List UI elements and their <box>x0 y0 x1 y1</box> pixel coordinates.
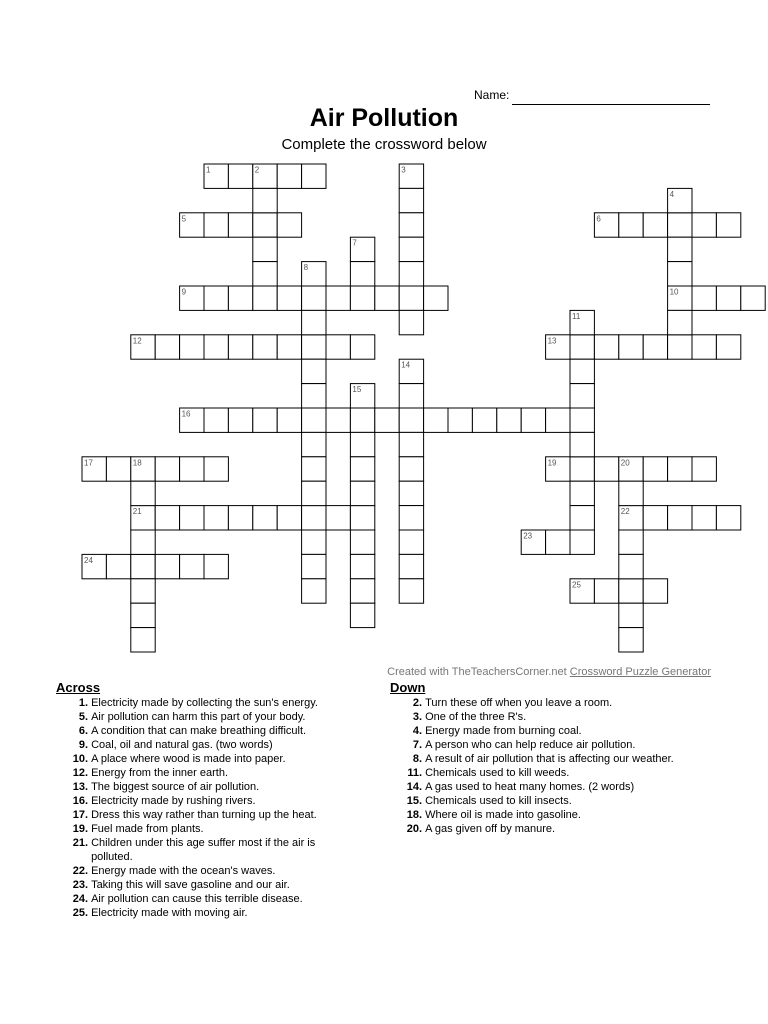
clue-text: Electricity made by rushing rivers. <box>91 795 256 807</box>
crossword-cell[interactable] <box>399 213 423 237</box>
crossword-cell[interactable] <box>692 286 716 310</box>
crossword-cell[interactable] <box>643 457 667 481</box>
cell-number: 9 <box>181 287 187 297</box>
crossword-cell[interactable] <box>692 335 716 359</box>
crossword-cell[interactable] <box>716 335 740 359</box>
crossword-cell[interactable] <box>546 408 570 432</box>
clue-number: 7 <box>412 739 419 751</box>
clue-number: 20 <box>406 823 419 835</box>
clue-number: 6 <box>78 725 85 737</box>
crossword-cell[interactable] <box>131 628 155 652</box>
crossword-cell[interactable] <box>180 457 204 481</box>
page-title: Air Pollution <box>309 104 459 132</box>
crossword-cell[interactable] <box>448 408 472 432</box>
crossword-cell[interactable] <box>302 359 326 383</box>
crossword-cell[interactable] <box>277 408 301 432</box>
cell-number: 3 <box>401 165 406 175</box>
cell-number: 6 <box>596 214 601 224</box>
clue-text: Taking this will save gasoline and our air. <box>91 879 290 891</box>
crossword-cell[interactable] <box>180 335 204 359</box>
crossword-cell[interactable] <box>326 335 350 359</box>
across-heading: Across <box>56 680 101 695</box>
across-clue: 23 . Taking this will save gasoline and our air. <box>56 878 346 892</box>
crossword-cell[interactable] <box>716 213 740 237</box>
across-clue: 13 . The biggest source of air pollution. <box>56 780 346 794</box>
crossword-cell[interactable] <box>399 384 423 408</box>
crossword-cell[interactable] <box>350 603 374 627</box>
crossword-cell[interactable] <box>399 310 423 334</box>
crossword-cell[interactable] <box>692 506 716 530</box>
crossword-cell[interactable] <box>716 506 740 530</box>
crossword-cell[interactable] <box>350 554 374 578</box>
crossword-cell[interactable] <box>668 237 692 261</box>
clue-number: 9 <box>78 739 85 751</box>
cell-number: 10 <box>669 287 679 297</box>
clue-text: A person who can help reduce air pollution. <box>425 739 636 751</box>
crossword-cell[interactable] <box>570 506 594 530</box>
clue-text: Air pollution can harm this part of your body. <box>91 711 306 723</box>
crossword-cell[interactable] <box>570 384 594 408</box>
across-clue: 21 . Children under this age suffer most if the air is polluted. <box>56 836 346 864</box>
crossword-cell[interactable] <box>570 457 594 481</box>
down-clue: 20 . A gas given off by manure. <box>390 822 710 836</box>
clue-number: 3 <box>412 711 419 723</box>
clue-text: One of the three R's. <box>425 711 527 723</box>
down-clue-list <box>390 696 710 836</box>
crossword-cell[interactable] <box>546 530 570 554</box>
crossword-cell[interactable] <box>350 579 374 603</box>
crossword-cell[interactable] <box>277 506 301 530</box>
clue-text: Chemicals used to kill weeds. <box>425 767 570 779</box>
crossword-cell[interactable] <box>375 286 399 310</box>
crossword-cell[interactable] <box>302 408 326 432</box>
crossword-cell[interactable] <box>594 335 618 359</box>
clue-number: 10 <box>72 753 85 765</box>
crossword-cell[interactable] <box>204 213 228 237</box>
crossword-cell[interactable] <box>131 603 155 627</box>
clue-number: 25 <box>72 907 85 919</box>
clue-text: Children under this age suffer most if the air is polluted. <box>91 837 316 863</box>
crossword-cell[interactable] <box>399 457 423 481</box>
clue-text: A result of air pollution that is affecting our weather. <box>425 753 674 765</box>
across-clue: 24 . Air pollution can cause this terrible disease. <box>56 892 346 906</box>
across-clue: 10 . A place where wood is made into paper. <box>56 752 346 766</box>
crossword-cell[interactable] <box>570 335 594 359</box>
clue-number: 24 <box>72 893 85 905</box>
crossword-cell[interactable] <box>302 384 326 408</box>
crossword-cell[interactable] <box>399 262 423 286</box>
crossword-cell[interactable] <box>350 457 374 481</box>
credit-prefix: Created with TheTeachersCorner.net <box>387 666 570 678</box>
crossword-cell[interactable] <box>399 237 423 261</box>
crossword-cell[interactable] <box>350 286 374 310</box>
clue-text: Air pollution can cause this terrible disease. <box>91 893 303 905</box>
cell-number: 15 <box>352 385 362 395</box>
crossword-cell[interactable] <box>155 335 179 359</box>
down-clue: 4 . Energy made from burning coal. <box>390 724 710 738</box>
crossword-cell[interactable] <box>619 628 643 652</box>
across-clue: 6 . A condition that can make breathing difficult. <box>56 724 346 738</box>
cell-number: 4 <box>669 189 675 199</box>
crossword-cell[interactable] <box>253 262 277 286</box>
down-clue: 11 . Chemicals used to kill weeds. <box>390 766 710 780</box>
cell-number: 8 <box>303 263 309 273</box>
crossword-cell[interactable] <box>302 164 326 188</box>
crossword-cell[interactable] <box>424 408 448 432</box>
crossword-cell[interactable] <box>643 335 667 359</box>
crossword-cell[interactable] <box>643 579 667 603</box>
cell-number: 23 <box>523 531 533 541</box>
across-clue: 9 . Coal, oil and natural gas. (two words) <box>56 738 346 752</box>
across-clue: 19 . Fuel made from plants. <box>56 822 346 836</box>
clue-text: A gas given off by manure. <box>425 823 556 835</box>
clue-number: 17 <box>72 809 85 821</box>
crossword-cell[interactable] <box>350 335 374 359</box>
crossword-cell[interactable] <box>570 359 594 383</box>
crossword-cell[interactable] <box>668 213 692 237</box>
crossword-cell[interactable] <box>643 213 667 237</box>
clue-text: The biggest source of air pollution. <box>91 781 260 793</box>
crossword-cell[interactable] <box>228 164 252 188</box>
crossword-cell[interactable] <box>643 506 667 530</box>
cell-number: 18 <box>132 458 142 468</box>
crossword-cell[interactable] <box>326 286 350 310</box>
crossword-cell[interactable] <box>594 579 618 603</box>
crossword-cell[interactable] <box>424 286 448 310</box>
across-clue: 12 . Energy from the inner earth. <box>56 766 346 780</box>
across-clues <box>56 680 346 920</box>
clue-number: 5 <box>78 711 85 723</box>
crossword-cell[interactable] <box>350 481 374 505</box>
crossword-cell[interactable] <box>106 554 130 578</box>
crossword-cell[interactable] <box>302 554 326 578</box>
clue-number: 15 <box>406 795 419 807</box>
cell-number: 21 <box>132 507 142 517</box>
crossword-cell[interactable] <box>619 213 643 237</box>
crossword-cell[interactable] <box>228 213 252 237</box>
clue-number: 18 <box>406 809 419 821</box>
crossword-cell[interactable] <box>350 530 374 554</box>
clue-number: 2 <box>412 697 419 709</box>
crossword-cell[interactable] <box>155 457 179 481</box>
crossword-cell[interactable] <box>692 457 716 481</box>
clue-text: A place where wood is made into paper. <box>91 753 286 765</box>
crossword-cell[interactable] <box>228 286 252 310</box>
crossword-cell[interactable] <box>399 188 423 212</box>
across-clue: 17 . Dress this way rather than turning up the heat. <box>56 808 346 822</box>
crossword-cell[interactable] <box>277 286 301 310</box>
cell-number: 19 <box>547 458 557 468</box>
crossword-cell[interactable] <box>594 457 618 481</box>
crossword-cell[interactable] <box>399 554 423 578</box>
clue-number: 23 <box>72 879 85 891</box>
credit-link[interactable]: Crossword Puzzle Generator <box>569 666 711 678</box>
clue-text: A gas used to heat many homes. (2 words) <box>425 781 635 793</box>
crossword-cell[interactable] <box>350 506 374 530</box>
crossword-cell[interactable] <box>277 164 301 188</box>
clue-text: Chemicals used to kill insects. <box>425 795 572 807</box>
crossword-cell[interactable] <box>302 457 326 481</box>
clue-number: 8 <box>412 753 419 765</box>
crossword-cell[interactable] <box>399 408 423 432</box>
page-subtitle: Complete the crossword below <box>281 136 487 153</box>
crossword-cell[interactable] <box>668 506 692 530</box>
crossword-cell[interactable] <box>741 286 765 310</box>
crossword-cell[interactable] <box>180 554 204 578</box>
name-field-label: Name: <box>474 88 510 102</box>
credit-line <box>387 666 711 678</box>
clue-number: 22 <box>72 865 85 877</box>
clue-number: 1 <box>78 697 85 709</box>
down-heading: Down <box>390 680 426 695</box>
crossword-cell[interactable] <box>253 286 277 310</box>
clue-number: 12 <box>72 767 85 779</box>
crossword-cell[interactable] <box>619 530 643 554</box>
clue-number: 11 <box>407 767 419 779</box>
crossword-cell[interactable] <box>131 481 155 505</box>
crossword-cell[interactable] <box>228 506 252 530</box>
down-clue: 8 . A result of air pollution that is affecting our weather. <box>390 752 710 766</box>
crossword-cell[interactable] <box>253 335 277 359</box>
crossword-cell[interactable] <box>253 213 277 237</box>
crossword-cell[interactable] <box>619 335 643 359</box>
cell-number: 22 <box>620 507 630 517</box>
crossword-cell[interactable] <box>570 481 594 505</box>
clue-text: Where oil is made into gasoline. <box>425 809 581 821</box>
crossword-cell[interactable] <box>619 603 643 627</box>
crossword-cell[interactable] <box>399 579 423 603</box>
crossword-cell[interactable] <box>399 432 423 456</box>
crossword-cell[interactable] <box>302 432 326 456</box>
crossword-cell[interactable] <box>399 481 423 505</box>
clue-text: Coal, oil and natural gas. (two words) <box>91 739 273 751</box>
crossword-cell[interactable] <box>570 432 594 456</box>
across-clue: 22 . Energy made with the ocean's waves. <box>56 864 346 878</box>
crossword-cell[interactable] <box>619 554 643 578</box>
crossword-cell[interactable] <box>619 481 643 505</box>
clue-text: Energy made from burning coal. <box>425 725 582 737</box>
crossword-cell[interactable] <box>375 408 399 432</box>
down-clue: 2 . Turn these off when you leave a room. <box>390 696 710 710</box>
crossword-cell[interactable] <box>204 286 228 310</box>
clue-text: Electricity made with moving air. <box>91 907 248 919</box>
crossword-cell[interactable] <box>399 286 423 310</box>
cell-number: 5 <box>181 214 187 224</box>
crossword-cell[interactable] <box>350 408 374 432</box>
crossword-cell[interactable] <box>716 286 740 310</box>
clue-text: Energy made with the ocean's waves. <box>91 865 276 877</box>
crossword-cell[interactable] <box>692 213 716 237</box>
cell-number: 24 <box>84 555 93 565</box>
clue-text: A condition that can make breathing difficult. <box>91 725 307 737</box>
clue-number: 19 <box>72 823 85 835</box>
crossword-cell[interactable] <box>399 530 423 554</box>
crossword-cell[interactable] <box>204 554 228 578</box>
crossword-cell[interactable] <box>570 408 594 432</box>
crossword-cell[interactable] <box>326 506 350 530</box>
across-clue-list <box>56 696 346 920</box>
crossword-cell[interactable] <box>131 579 155 603</box>
clue-number: 13 <box>72 781 85 793</box>
crossword-cell[interactable] <box>277 335 301 359</box>
down-clue: 18 . Where oil is made into gasoline. <box>390 808 710 822</box>
crossword-cell[interactable] <box>253 408 277 432</box>
crossword-cell[interactable] <box>204 335 228 359</box>
crossword-cell[interactable] <box>350 262 374 286</box>
clue-number: 4 <box>412 725 419 737</box>
crossword-cell[interactable] <box>106 457 130 481</box>
down-clue: 15 . Chemicals used to kill insects. <box>390 794 710 808</box>
down-clue: 3 . One of the three R's. <box>390 710 710 724</box>
cell-number: 11 <box>572 311 581 321</box>
crossword-cell[interactable] <box>131 554 155 578</box>
crossword-cell[interactable] <box>302 310 326 334</box>
crossword-cell[interactable] <box>204 457 228 481</box>
crossword-cell[interactable] <box>619 579 643 603</box>
crossword-cell[interactable] <box>277 213 301 237</box>
across-clue: 16 . Electricity made by rushing rivers. <box>56 794 346 808</box>
cell-number: 2 <box>254 165 260 175</box>
clue-number: 21 <box>72 837 85 849</box>
crossword-cell[interactable] <box>155 554 179 578</box>
crossword-cell[interactable] <box>155 506 179 530</box>
crossword-cell[interactable] <box>180 506 204 530</box>
down-clue: 14 . A gas used to heat many homes. (2 words) <box>390 780 710 794</box>
crossword-cell[interactable] <box>302 530 326 554</box>
clue-number: 14 <box>406 781 419 793</box>
crossword-cell[interactable] <box>253 506 277 530</box>
cell-number: 7 <box>352 238 357 248</box>
crossword-cell[interactable] <box>131 530 155 554</box>
down-clue: 7 . A person who can help reduce air pollution. <box>390 738 710 752</box>
cell-number: 16 <box>181 409 191 419</box>
cell-number: 25 <box>572 580 581 590</box>
cell-number: 12 <box>132 336 142 346</box>
cell-number: 17 <box>84 458 93 468</box>
crossword-cell[interactable] <box>302 579 326 603</box>
crossword-cell[interactable] <box>302 506 326 530</box>
crossword-cell[interactable] <box>668 457 692 481</box>
crossword-cell[interactable] <box>204 506 228 530</box>
crossword-cell[interactable] <box>668 335 692 359</box>
clue-number: 16 <box>72 795 85 807</box>
crossword-cell[interactable] <box>668 262 692 286</box>
crossword-cell[interactable] <box>570 530 594 554</box>
crossword-cell[interactable] <box>204 408 228 432</box>
cell-number: 14 <box>401 360 411 370</box>
clue-text: Fuel made from plants. <box>91 823 204 835</box>
clue-text: Turn these off when you leave a room. <box>425 697 613 709</box>
crossword-cell[interactable] <box>253 188 277 212</box>
across-clue: 25 . Electricity made with moving air. <box>56 906 346 920</box>
crossword-cell[interactable] <box>472 408 496 432</box>
crossword-cell[interactable] <box>228 408 252 432</box>
crossword-cell[interactable] <box>302 286 326 310</box>
crossword-cell[interactable] <box>228 335 252 359</box>
crossword-cell[interactable] <box>350 432 374 456</box>
clue-text: Dress this way rather than turning up the heat. <box>91 809 317 821</box>
crossword-cell[interactable] <box>253 237 277 261</box>
crossword-cell[interactable] <box>302 335 326 359</box>
cell-number: 20 <box>620 458 630 468</box>
clue-text: Electricity made by collecting the sun's energy. <box>91 697 318 709</box>
crossword-cell[interactable] <box>521 408 545 432</box>
clue-text: Energy from the inner earth. <box>91 767 229 779</box>
crossword-cell[interactable] <box>399 506 423 530</box>
crossword-cell[interactable] <box>668 310 692 334</box>
cell-number: 1 <box>206 165 211 175</box>
cell-number: 13 <box>547 336 557 346</box>
across-clue: 5 . Air pollution can harm this part of your body. <box>56 710 346 724</box>
crossword-cell[interactable] <box>302 481 326 505</box>
across-clue: 1 . Electricity made by collecting the sun's energy. <box>56 696 346 710</box>
crossword-cell[interactable] <box>497 408 521 432</box>
down-clues <box>390 680 710 836</box>
crossword-cell[interactable] <box>326 408 350 432</box>
